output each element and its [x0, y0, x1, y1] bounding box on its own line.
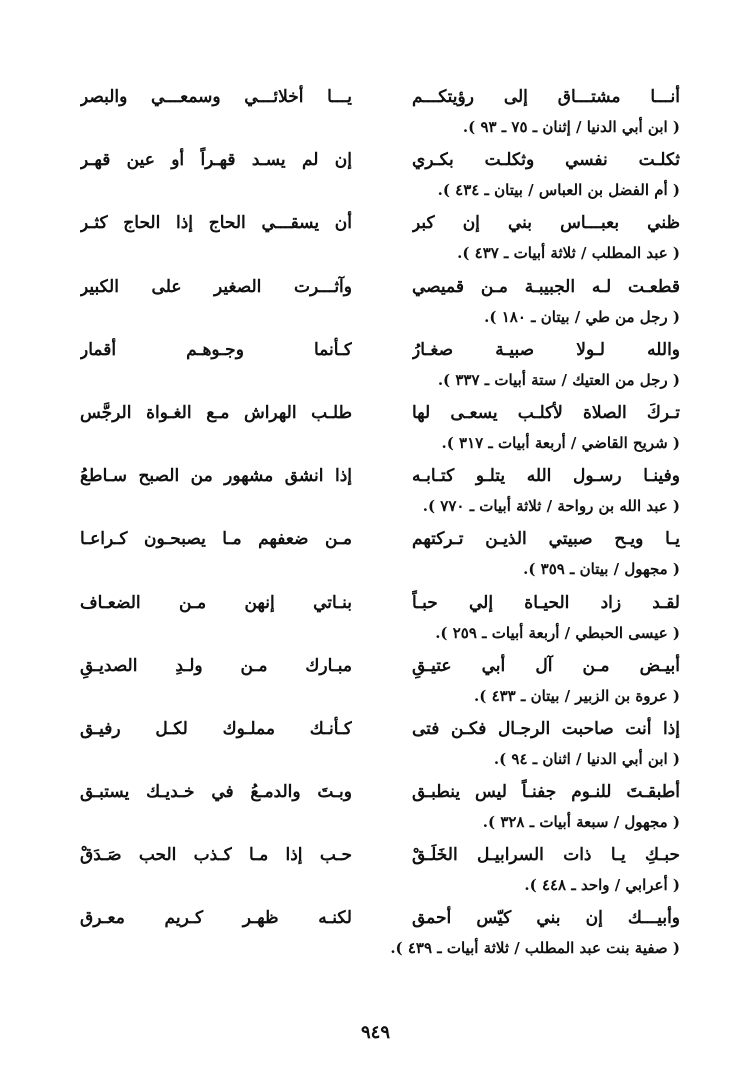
verse-second-hemistich: مبـارك مـن ولـدِ الصديـقِ [80, 655, 352, 676]
verse-source: ( عروة بن الزبير / بيتان ـ ٤٣٣ ). [474, 686, 680, 705]
verse-source: ( ابن أبي الدنيا / اثنان ـ ٩٤ ). [493, 749, 680, 768]
verse-first-hemistich: حبـكِ يـا ذات السرابيـل الخَلَـقْ [412, 845, 680, 866]
verse-entry [80, 459, 680, 522]
verse-entry [80, 649, 680, 712]
verse-second-hemistich: طلـب الهراش مـع الغـواة الرجَّس [80, 402, 352, 423]
verse-source: ( أعرابي / واحد ـ ٤٤٨ ). [524, 876, 680, 895]
verse-line [80, 270, 680, 304]
verse-second-hemistich: كـأنـك مملـوك لكـل رفيـق [80, 718, 352, 739]
page-number: ٩٤٩ [360, 1022, 390, 1043]
verse-source: ( رجل من العتيك / ستة أبيات ـ ٣٣٧ ). [437, 370, 680, 389]
verse-first-hemistich: يـا ويـح صبيتي الذيـن تـركتهم [412, 529, 680, 550]
verse-entry [80, 396, 680, 459]
verse-second-hemistich: لكنـه ظهـر كـريم معـرق [80, 908, 352, 929]
verse-source: ( ابن أبي الدنيا / إثنان ـ ٧٥ ـ ٩٣ ). [462, 118, 680, 136]
verse-line [80, 143, 680, 177]
verse-source: ( شريح القاضي / أربعة أبيات ـ ٣١٧ ). [441, 433, 680, 452]
verse-line [80, 396, 680, 430]
verse-line [80, 206, 680, 240]
verse-first-hemistich: وأبيـــك إن بني كيّس أحمق [412, 908, 680, 929]
verse-entry [80, 586, 680, 649]
verse-second-hemistich: وبـتَ والدمـعُ في خـديـك يستبـق [80, 782, 352, 803]
verse-first-hemistich: أنـــا مشتـــاق إلى رؤيتكـــم [412, 87, 680, 107]
verse-entry [80, 270, 680, 333]
verse-first-hemistich: لقـد زاد الحيـاة إلي حبـاً [412, 592, 680, 613]
verse-line [80, 586, 680, 620]
verse-entry [80, 206, 680, 269]
verse-entry [80, 522, 680, 585]
verse-second-hemistich: إذا انشق مشهور من الصبح سـاطعُ [80, 466, 352, 487]
verse-line [80, 901, 680, 935]
verse-line [80, 459, 680, 493]
verse-source: ( عبد الله بن رواحة / ثلاثة أبيات ـ ٧٧٠ ). [422, 497, 680, 516]
verse-second-hemistich: حـب إذا مـا كـذب الحب صَـدَقْ [80, 845, 352, 866]
verse-first-hemistich: والله لـولا صبيـة صغـارُ [412, 339, 680, 360]
verse-entry [80, 80, 680, 143]
verse-second-hemistich: مـن ضعفهم مـا يصبحـون كـراعـا [80, 529, 352, 550]
verse-second-hemistich: أن يسقـــي الحاج إذا الحاج كثـر [80, 213, 352, 234]
verse-entry [80, 901, 680, 964]
verse-second-hemistich: يـــا أخلائـــي وسمعـــي والبصر [80, 87, 352, 107]
verse-second-hemistich: وآثـــرت الصغير على الكبير [80, 276, 352, 297]
verse-first-hemistich: ظني بعبـــاس بني إن كبر [412, 213, 680, 234]
verse-source: ( عبد المطلب / ثلاثة أبيات ـ ٤٣٧ ). [457, 244, 680, 263]
verse-line [80, 333, 680, 367]
verse-line [80, 712, 680, 746]
verse-source: ( عيسى الحبطي / أربعة أبيات ـ ٢٥٩ ). [435, 623, 680, 642]
verse-second-hemistich: كـأنما وجـوهـم أقمار [80, 339, 352, 360]
verse-first-hemistich: إذا أنت صاحبت الرجـال فكـن فتى [412, 718, 680, 739]
verse-first-hemistich: ثكلـت نفسي وثكلـت بكـري [412, 150, 680, 171]
verse-line [80, 80, 680, 114]
verse-source: ( صفية بنت عبد المطلب / ثلاثة أبيات ـ ٤٣٩ ). [390, 939, 680, 958]
verse-first-hemistich: أبيـض مـن آل أبي عتيـقِ [412, 655, 680, 676]
verse-first-hemistich: وفينـا رسـول الله يتلـو كتـابـه [412, 466, 680, 487]
verse-source: ( أم الفضل بن العباس / بيتان ـ ٤٣٤ ). [437, 181, 680, 200]
verse-source: ( مجهول / سبعة أبيات ـ ٣٢٨ ). [482, 813, 680, 832]
verse-line [80, 775, 680, 809]
verse-source: ( رجل من طي / بيتان ـ ١٨٠ ). [484, 307, 680, 326]
verse-second-hemistich: بنـاتي إنهن مـن الضعـاف [80, 592, 352, 613]
verse-line [80, 838, 680, 872]
verse-line [80, 522, 680, 556]
verse-entry [80, 712, 680, 775]
verse-source: ( مجهول / بيتان ـ ٣٥٩ ). [523, 560, 680, 579]
verse-entry [80, 143, 680, 206]
verse-entry [80, 333, 680, 396]
verse-index-list [80, 80, 680, 965]
verse-first-hemistich: تـركَ الصلاة لأكلـب يسعـى لها [412, 402, 680, 423]
verse-first-hemistich: أطبقـتَ للنـوم جفنـاً ليس ينطبـق [412, 782, 680, 803]
verse-line [80, 649, 680, 683]
verse-first-hemistich: قطعـت لـه الجبيبـة مـن قميصي [412, 276, 680, 297]
verse-entry [80, 838, 680, 901]
verse-second-hemistich: إن لم يسـد قهـراً أو عين قهـر [80, 150, 352, 171]
verse-entry [80, 775, 680, 838]
